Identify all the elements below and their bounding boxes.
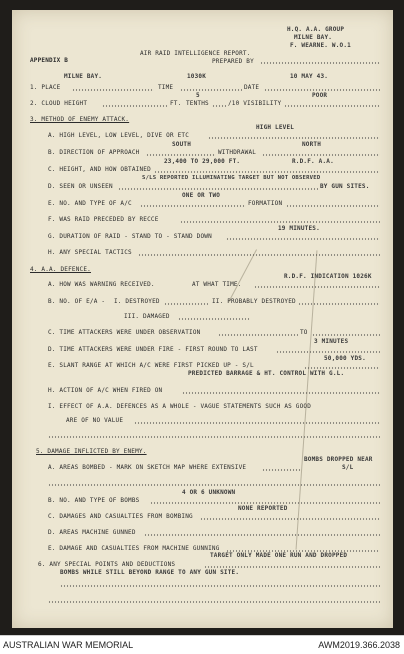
- aircraft-type-label: E. NO. AND TYPE OF A/C: [48, 200, 132, 207]
- dotted-line: [144, 534, 380, 536]
- time-label: TIME: [158, 84, 174, 91]
- areas-bombed-value: BOMBS DROPPED NEAR: [304, 456, 373, 463]
- height-value: 23,400 TO 29,000 FT.: [164, 158, 241, 165]
- action-label: H. ACTION OF A/C WHEN FIRED ON: [48, 387, 163, 394]
- damaged-label: III. DAMAGED: [124, 313, 170, 320]
- tenths-value: 5: [196, 92, 200, 99]
- dotted-line: [48, 484, 380, 486]
- footer-bar: [0, 635, 404, 654]
- cloud-height-label: 2. CLOUD HEIGHT: [30, 100, 88, 107]
- date-label: DATE: [244, 84, 260, 91]
- aircraft-count-value: ONE OR TWO: [182, 192, 221, 199]
- warning-time-label: AT WHAT TIME.: [192, 281, 242, 288]
- section-5-heading: 5. DAMAGE INFLICTED BY ENEMY.: [36, 448, 147, 455]
- areas-bombed-value-2: S/L: [342, 464, 354, 471]
- place-label: 1. PLACE: [30, 84, 61, 91]
- seen-value-2: BY GUN SITES.: [320, 183, 370, 190]
- gunning-damage-label: E. DAMAGE AND CASUALTIES FROM MACHINE GUNNING: [48, 545, 220, 552]
- prepared-by-value: F. WEARNE. W.O.1: [290, 42, 351, 49]
- special-points-label: 6. ANY SPECIAL POINTS AND DEDUCTIONS: [38, 561, 176, 568]
- attack-method-label: A. HIGH LEVEL, LOW LEVEL, DIVE OR ETC: [48, 132, 190, 139]
- dotted-line: [146, 154, 216, 156]
- time-value: 1030K: [187, 73, 207, 80]
- dotted-line: [264, 89, 380, 91]
- dotted-line: [180, 89, 242, 91]
- dotted-line: [200, 518, 380, 520]
- duration-label: G. DURATION OF RAID - STAND TO - STAND DOWN: [48, 233, 212, 240]
- formation-label: FORMATION: [248, 200, 283, 207]
- dotted-line: [134, 422, 380, 424]
- dotted-line: [48, 601, 380, 603]
- dotted-line: [182, 392, 380, 394]
- dotted-line: [150, 502, 380, 504]
- observation-to-label: TO: [300, 329, 308, 336]
- visibility-value: POOR: [312, 92, 328, 99]
- dotted-line: [254, 286, 380, 288]
- dotted-line: [138, 254, 380, 256]
- attack-method-value: HIGH LEVEL: [256, 124, 295, 131]
- machine-gunned-label: D. AREAS MACHINE GUNNED: [48, 529, 136, 536]
- withdrawal-label: WITHDRAWAL: [218, 149, 257, 156]
- prepared-by-label: PREPARED BY: [212, 58, 254, 65]
- section-4-heading: 4. A.A. DEFENCE.: [30, 266, 91, 273]
- dotted-line: [164, 303, 208, 305]
- paper-crease: [296, 250, 318, 549]
- dotted-line: [48, 436, 380, 438]
- dotted-line: [298, 303, 380, 305]
- bombs-value: 4 OR 6 UNKNOWN: [182, 489, 236, 496]
- height-label: C. HEIGHT, AND HOW OBTAINED: [48, 166, 151, 173]
- special-tactics-label: H. ANY SPECIAL TACTICS: [48, 249, 132, 256]
- dotted-line: [208, 137, 380, 139]
- bombing-damage-value: NONE REPORTED: [238, 505, 288, 512]
- effect-label-2: ARE OF NO VALUE: [66, 417, 124, 424]
- dotted-line: [284, 105, 380, 107]
- dotted-line: [260, 62, 380, 64]
- dotted-line: [218, 334, 298, 336]
- observation-label: C. TIME ATTACKERS WERE UNDER OBSERVATION: [48, 329, 201, 336]
- approach-value: SOUTH: [172, 141, 192, 148]
- dotted-line: [102, 105, 168, 107]
- dotted-line: [304, 367, 380, 369]
- section-3-heading: 3. METHOD OF ENEMY ATTACK.: [30, 116, 130, 123]
- dotted-line: [178, 318, 250, 320]
- dotted-line: [180, 221, 380, 223]
- warning-value: R.D.F. INDICATION 1026K: [284, 273, 372, 280]
- ft-label: FT.: [170, 100, 182, 107]
- date-value: 10 MAY 43.: [290, 73, 329, 80]
- duration-value: 19 MINUTES.: [278, 225, 320, 232]
- under-fire-label: D. TIME ATTACKERS WERE UNDER FIRE - FIRST ROUND TO LAST: [48, 346, 258, 353]
- dotted-line: [276, 351, 380, 353]
- under-fire-value: 3 MINUTES: [314, 338, 349, 345]
- footer-accession-number: AWM2019.366.2038: [318, 640, 400, 650]
- dotted-line: [154, 171, 380, 173]
- height-how-value: R.D.F. A.A.: [292, 158, 334, 165]
- visibility-label: /10 VISIBILITY: [228, 100, 282, 107]
- gunning-damage-value: TARGET ONLY MADE ONE RUN AND DROPPED: [210, 552, 348, 559]
- seen-value-1: S/LS REPORTED ILLUMINATING TARGET BUT NOT OBSERVED: [142, 175, 321, 181]
- dotted-line: [72, 89, 154, 91]
- dotted-line: [312, 334, 380, 336]
- report-sheet: [12, 10, 393, 628]
- report-title: AIR RAID INTELLIGENCE REPORT.: [140, 50, 251, 57]
- group-line-2: MILNE BAY.: [294, 34, 333, 41]
- probably-destroyed-label: II. PROBABLY DESTROYED: [212, 298, 296, 305]
- seen-label: D. SEEN OR UNSEEN: [48, 183, 113, 190]
- dotted-line: [262, 154, 380, 156]
- tenths-label: TENTHS: [186, 100, 209, 107]
- approach-label: B. DIRECTION OF APPROACH: [48, 149, 140, 156]
- dotted-line: [140, 205, 246, 207]
- bombs-label: B. NO. AND TYPE OF BOMBS: [48, 497, 140, 504]
- slant-range-label: E. SLANT RANGE AT WHICH A/C WERE FIRST PICKED UP - S/L: [48, 362, 254, 369]
- dotted-line: [262, 469, 302, 471]
- slant-range-value-2: PREDICTED BARRAGE & HT. CONTROL WITH G.L.: [188, 370, 345, 377]
- footer-credit: AUSTRALIAN WAR MEMORIAL: [3, 640, 134, 650]
- effect-label: I. EFFECT OF A.A. DEFENCES AS A WHOLE - VAGUE STATEMENTS SUCH AS GOOD: [48, 403, 312, 410]
- bombing-damage-label: C. DAMAGES AND CASUALTIES FROM BOMBING: [48, 513, 193, 520]
- dotted-line: [118, 188, 318, 190]
- appendix-label: APPENDIX B: [30, 57, 69, 64]
- group-line-1: H.Q. A.A. GROUP: [287, 26, 345, 33]
- paper-crease: [228, 249, 257, 302]
- withdrawal-value: NORTH: [302, 141, 322, 148]
- enemy-aircraft-label: B. NO. OF E/A -: [48, 298, 106, 305]
- destroyed-label: I. DESTROYED: [114, 298, 160, 305]
- dotted-line: [204, 566, 380, 568]
- dotted-line: [286, 205, 380, 207]
- recce-label: F. WAS RAID PRECEDED BY RECCE: [48, 216, 159, 223]
- special-points-value: BOMBS WHILE STILL BEYOND RANGE TO ANY GUN SITE.: [60, 569, 240, 576]
- dotted-line: [226, 238, 380, 240]
- slant-range-value: 50,000 YDS.: [324, 355, 366, 362]
- warning-label: A. HOW WAS WARNING RECEIVED.: [48, 281, 155, 288]
- dotted-line: [60, 585, 380, 587]
- place-value: MILNE BAY.: [64, 73, 103, 80]
- dotted-line: [212, 105, 226, 107]
- areas-bombed-label: A. AREAS BOMBED - MARK ON SKETCH MAP WHERE EXTENSIVE: [48, 464, 247, 471]
